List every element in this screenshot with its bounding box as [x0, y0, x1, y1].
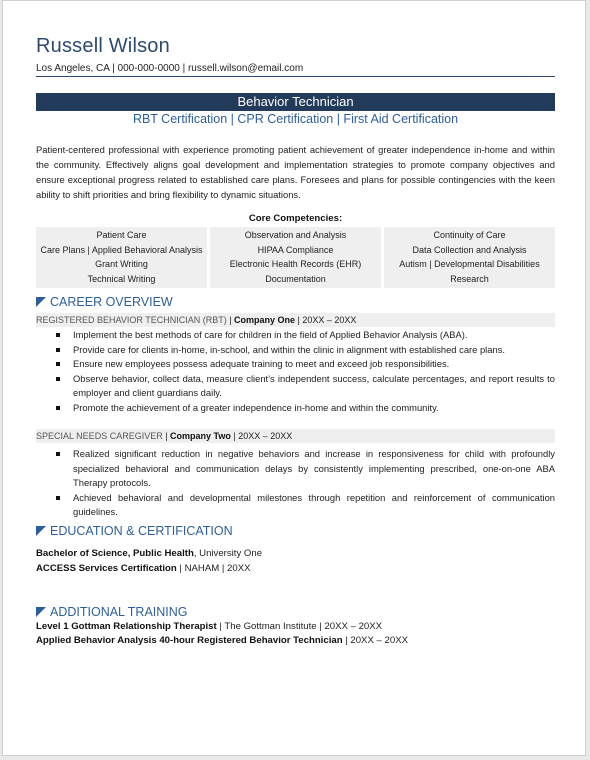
education-detail: , University One [193, 548, 263, 559]
bullet-item: Achieved behavioral and developmental milestones through repetition and reinforcement of communication guidelines. [36, 491, 555, 520]
job-position: REGISTERED BEHAVIOR TECHNICIAN (RBT) [36, 315, 227, 325]
job-company: Company One [234, 315, 296, 325]
training-heading [36, 605, 188, 619]
job-bullets [36, 328, 555, 415]
competency-item: Technical Writing [87, 273, 156, 284]
competencies-grid [36, 227, 555, 288]
competency-item: Research [450, 273, 489, 284]
training-title: Applied Behavior Analysis 40-hour Registered Behavior Technician [36, 635, 343, 646]
section-triangle-icon [36, 297, 46, 307]
career-overview-heading [36, 295, 173, 309]
education-detail: | NAHAM | 20XX [176, 563, 251, 574]
training-detail: | 20XX – 20XX [342, 635, 408, 646]
bullet-item: Promote the achievement of a greater independence in-home and within the community. [36, 401, 555, 416]
training-detail: | The Gottman Institute | 20XX – 20XX [216, 621, 383, 632]
section-heading-text: ADDITIONAL TRAINING [50, 605, 188, 619]
bullet-item: Observe behavior, collect data, measure client’s independent success, calculate percentages, and report results to employer and client guardians daily. [36, 372, 555, 401]
education-title: ACCESS Services Certification [36, 563, 177, 574]
bullet-item: Implement the best methods of care for children in the field of Applied Behavior Analysis (ABA). [36, 328, 555, 343]
competency-item: Autism | Developmental Disabilities [399, 259, 540, 269]
bullet-item: Provide care for clients in-home, in-school, and within the clinic in alignment with established care plans. [36, 343, 555, 358]
job-dates: 20XX – 20XX [238, 431, 293, 441]
training-item [36, 635, 408, 646]
education-title: Bachelor of Science, Public Health [36, 548, 194, 559]
education-heading [36, 524, 233, 538]
section-triangle-icon [36, 607, 46, 617]
section-heading-text: EDUCATION & CERTIFICATION [50, 524, 233, 538]
education-item [36, 548, 262, 559]
resume-page [2, 0, 586, 756]
competencies-column [210, 227, 381, 288]
professional-summary: Patient-centered professional with experience promoting patient achievement of greater independence in-home and within the community. Effectively aligns goal development and implementation strategies to promote company objectives and ensure exceptional progress related to established care plans. Foresees and plans for possible contingencies with the keen ability to shift priorities and bring flexibility to dynamic situations. [36, 144, 555, 200]
training-title: Level 1 Gottman Relationship Therapist [36, 621, 217, 632]
job-bullets [36, 447, 555, 520]
competency-item: Care Plans | Applied Behavioral Analysis [40, 244, 203, 255]
competencies-column [36, 227, 207, 288]
competency-item: Documentation [265, 273, 326, 284]
job-company: Company Two [170, 431, 231, 441]
competencies-title: Core Competencies: [248, 213, 343, 224]
certifications-line: RBT Certification | CPR Certification | First Aid Certification [132, 112, 459, 126]
competencies-column [384, 227, 555, 288]
job-title-bar: Behavior Technician [36, 93, 555, 111]
education-item [36, 563, 251, 574]
competency-item: Electronic Health Records (EHR) [229, 259, 362, 269]
job-header: SPECIAL NEEDS CAREGIVER | Company Two | 20XX – 20XX [36, 429, 555, 443]
training-item [36, 621, 382, 632]
competency-item: Observation and Analysis [244, 230, 347, 240]
job-dates: 20XX – 20XX [302, 315, 357, 325]
competency-item: Continuity of Care [433, 230, 506, 240]
contact-line: Los Angeles, CA | 000-000-0000 | russell.wilson@email.com [36, 63, 555, 77]
bullet-item: Realized significant reduction in negative behaviors and increase in responsiveness for child with profoundly specialized behavioral and communication delays by consistently implementing prescribed, one-on-one ABA Therapy protocols. [36, 447, 555, 491]
bullet-item: Ensure new employees possess adequate training to meet and exceed job responsibilities. [36, 357, 555, 372]
section-triangle-icon [36, 526, 46, 536]
competency-item: HIPAA Compliance [257, 244, 334, 255]
competency-item: Data Collection and Analysis [412, 244, 527, 255]
job-position: SPECIAL NEEDS CAREGIVER [36, 431, 163, 441]
job-header: REGISTERED BEHAVIOR TECHNICIAN (RBT) | Company One | 20XX – 20XX [36, 313, 555, 327]
competency-item: Patient Care [96, 230, 147, 240]
section-heading-text: CAREER OVERVIEW [50, 295, 173, 309]
candidate-name: Russell Wilson [36, 35, 170, 57]
competency-item: Grant Writing [95, 259, 148, 269]
